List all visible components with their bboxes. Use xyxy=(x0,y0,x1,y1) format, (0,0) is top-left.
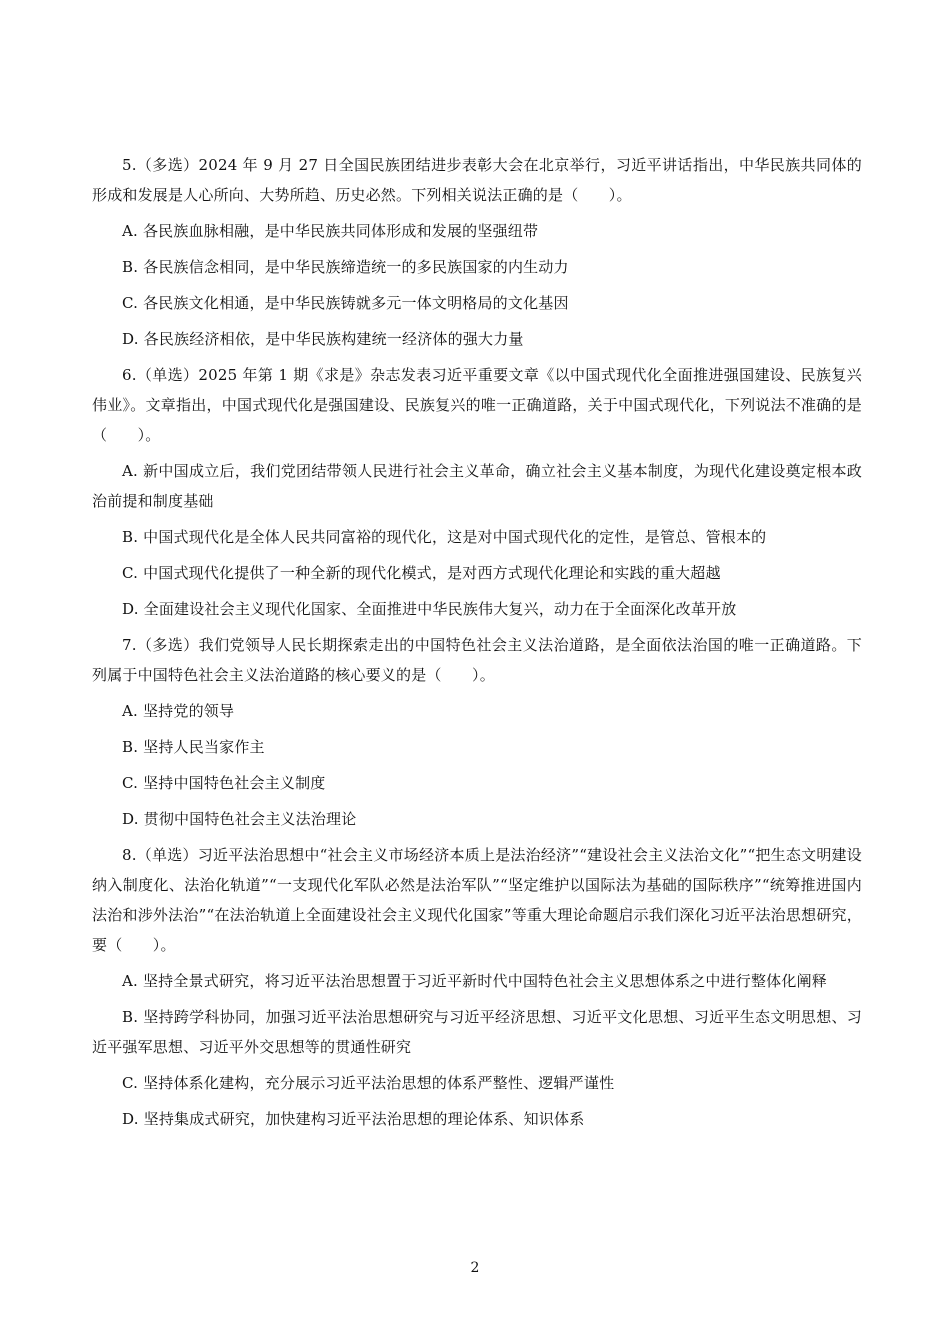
option-a: A. 各民族血脉相融，是中华民族共同体形成和发展的坚强纽带 xyxy=(122,222,539,240)
option-d: D. 坚持集成式研究，加快建构习近平法治思想的理论体系、知识体系 xyxy=(122,1110,585,1128)
question-list xyxy=(92,150,862,1140)
question-5 xyxy=(92,150,862,354)
option-a: A. 坚持全景式研究，将习近平法治思想置于习近平新时代中国特色社会主义思想体系之中进行整体化阐释 xyxy=(122,972,827,990)
option-a: A. 坚持党的领导 xyxy=(122,702,235,720)
option-d: D. 贯彻中国特色社会主义法治理论 xyxy=(122,810,357,828)
question-7 xyxy=(92,630,862,834)
page-number: 2 xyxy=(470,1260,480,1276)
question-8 xyxy=(92,840,862,1134)
question-stem: 5.（多选）2024 年 9 月 27 日全国民族团结进步表彰大会在北京举行，习近平讲话指出，中华民族共同体的形成和发展是人心所向、大势所趋、历史必然。下列相关说法正确的是（ ）。 xyxy=(92,156,862,204)
question-stem: 8.（单选）习近平法治思想中“社会主义市场经济本质上是法治经济”“建设社会主义法治文化”“把生态文明建设纳入制度化、法治化轨道”“一支现代化军队必然是法治军队”“坚定维护以国际法为基础的国际秩序”“统筹推进国内法治和涉外法治”“在法治轨道上全面建设社会主义现代化国家”等重大理论命题启示我们深化习近平法治思想研究，要（ ）。 xyxy=(92,846,862,954)
option-d: D. 全面建设社会主义现代化国家、全面推进中华民族伟大复兴，动力在于全面深化改革开放 xyxy=(122,600,737,618)
option-c: C. 各民族文化相通，是中华民族铸就多元一体文明格局的文化基因 xyxy=(122,294,569,312)
option-b: B. 中国式现代化是全体人民共同富裕的现代化，这是对中国式现代化的定性，是管总、管根本的 xyxy=(122,528,767,546)
option-b: B. 坚持跨学科协同，加强习近平法治思想研究与习近平经济思想、习近平文化思想、习近平生态文明思想、习近平强军思想、习近平外交思想等的贯通性研究 xyxy=(92,1008,862,1056)
option-a: A. 新中国成立后，我们党团结带领人民进行社会主义革命，确立社会主义基本制度，为现代化建设奠定根本政治前提和制度基础 xyxy=(92,462,862,510)
option-b: B. 坚持人民当家作主 xyxy=(122,738,265,756)
option-c: C. 坚持体系化建构，充分展示习近平法治思想的体系严整性、逻辑严谨性 xyxy=(122,1074,615,1092)
question-6 xyxy=(92,360,862,624)
option-c: C. 中国式现代化提供了一种全新的现代化模式，是对西方式现代化理论和实践的重大超越 xyxy=(122,564,721,582)
option-c: C. 坚持中国特色社会主义制度 xyxy=(122,774,326,792)
question-stem: 6.（单选）2025 年第 1 期《求是》杂志发表习近平重要文章《以中国式现代化全面推进强国建设、民族复兴伟业》。文章指出，中国式现代化是强国建设、民族复兴的唯一正确道路，关于中国式现代化，下列说法不准确的是（ ）。 xyxy=(92,366,862,444)
question-stem: 7.（多选）我们党领导人民长期探索走出的中国特色社会主义法治道路，是全面依法治国的唯一正确道路。下列属于中国特色社会主义法治道路的核心要义的是（ ）。 xyxy=(92,636,862,684)
option-b: B. 各民族信念相同，是中华民族缔造统一的多民族国家的内生动力 xyxy=(122,258,569,276)
option-d: D. 各民族经济相依，是中华民族构建统一经济体的强大力量 xyxy=(122,330,524,348)
